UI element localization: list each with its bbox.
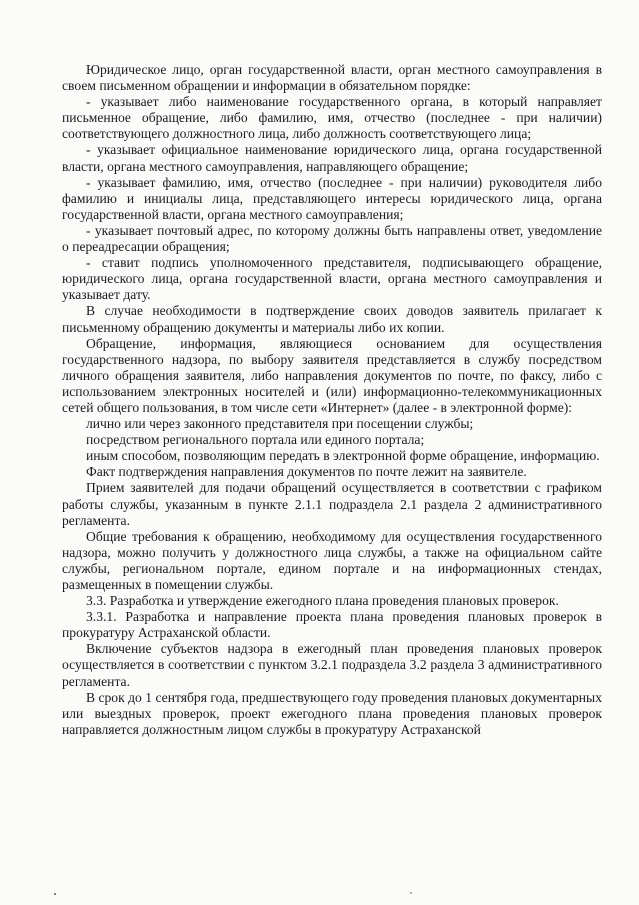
paragraph-mail-confirmation: Факт подтверждения направления документов по почте лежит на заявителе.: [86, 464, 527, 480]
method-portal: посредством регионального портала или единого портала;: [86, 432, 425, 448]
method-other: иным способом, позволяющим передать в электронной форме обращение, информацию.: [86, 448, 600, 464]
paragraph-deadline: В срок до 1 сентября года, предшествующего году проведения плановых документарных или выездных проверок, проект ежегодного плана проведения плановых проверок направляется должностным лицом службы в прокуратуру Астраханской: [62, 689, 602, 737]
list-item-postal-address: - указывает почтовый адрес, по которому должны быть направлены ответ, уведомление о переадресации обращения;: [62, 222, 602, 255]
method-in-person: лично или через законного представителя при посещении службы;: [86, 416, 474, 432]
list-item-head-name: - указывает фамилию, имя, отчество (последнее - при наличии) руководителя либо фамилию и инициалы лица, представляющего интересы юридического лица, органа государственной власти, органа местного самоуправления;: [62, 174, 602, 222]
paragraph-general-requirements: Общие требования к обращению, необходимому для осуществления государственного надзора, можно получить у должностного лица службы, а также на официальном сайте службы, региональном портале, едином портале и на информационных стендах, размещенных в помещении службы.: [62, 528, 602, 592]
list-item-signature: - ставит подпись уполномоченного представителя, подписывающего обращение, юридического лица, органа государственной власти, органа местного самоуправления и указывает дату.: [62, 255, 602, 303]
paragraph-intro: Юридическое лицо, орган государственной власти, орган местного самоуправления в своем письменном обращении и информации в обязательном порядке:: [62, 62, 602, 94]
list-item-entity-name: - указывает официальное наименование юридического лица, органа государственной власти, органа местного самоуправления, направляющего обращение;: [62, 142, 602, 174]
scan-speck: [54, 893, 56, 895]
document-body: [62, 62, 602, 738]
list-item-recipient: - указывает либо наименование государственного органа, в который направляет письменное обращение, либо фамилию, имя, отчество (последнее - при наличии) соответствующего должностного лица, либо должность соответствующего лица;: [62, 94, 602, 142]
scan-speck: [410, 892, 412, 894]
section-heading-3-3-1: 3.3.1. Разработка и направление проекта плана проведения плановых проверок в прокуратуру Астраханской области.: [62, 609, 602, 641]
paragraph-attachments: В случае необходимости в подтверждение своих доводов заявитель прилагает к письменному обращению документы и материалы либо их копии.: [62, 303, 602, 335]
paragraph-inclusion: Включение субъектов надзора в ежегодный план проведения плановых проверок осуществляется в соответствии с пунктом 3.2.1 подраздела 3.2 раздела 3 административного регламента.: [62, 641, 602, 689]
section-heading-3-3: 3.3. Разработка и утверждение ежегодного плана проведения плановых проверок.: [86, 593, 559, 609]
paragraph-reception-schedule: Прием заявителей для подачи обращений осуществляется в соответствии с графиком работы службы, указанным в пункте 2.1.1 подраздела 2.1 раздела 2 административного регламента.: [62, 480, 602, 528]
paragraph-submission-methods: Обращение, информация, являющиеся основанием для осуществления государственного надзора, по выбору заявителя представляется в службу посредством личного обращения заявителя, либо направления документов по почте, по факсу, либо с использованием электронных носителей и (или) информационно-телекоммуникационных сетей общего пользования, в том числе сети «Интернет» (далее - в электронной форме):: [62, 335, 602, 415]
